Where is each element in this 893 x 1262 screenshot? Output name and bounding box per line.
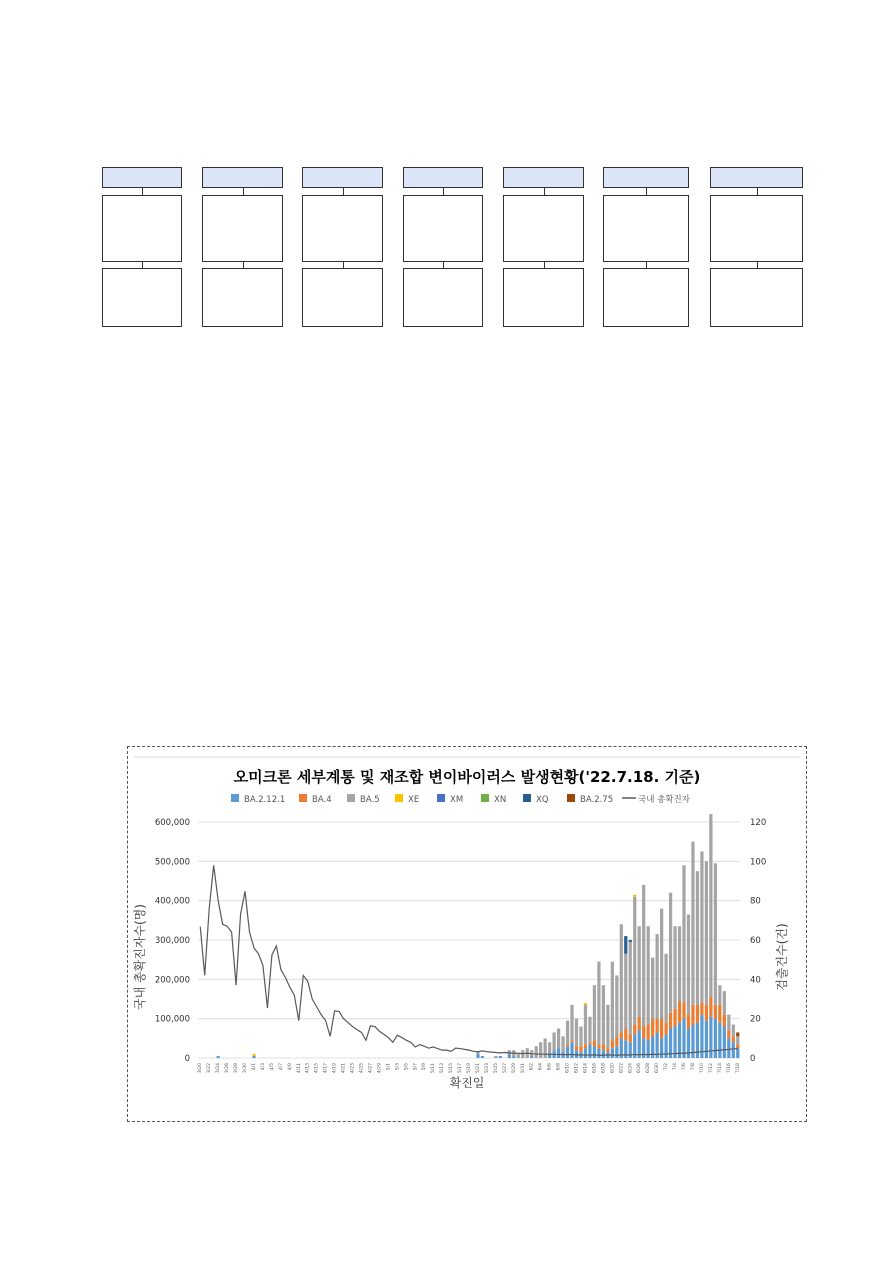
grid-header-cell — [503, 167, 584, 188]
x-tick-label: 4/7 — [278, 1063, 284, 1071]
bar-segment — [727, 1038, 730, 1058]
bar-segment — [660, 909, 663, 1019]
bar-segment — [570, 1040, 573, 1042]
bar-segment — [651, 958, 654, 1019]
bar-segment — [633, 1025, 636, 1035]
bar-segment — [593, 1040, 596, 1046]
legend-swatch — [523, 794, 531, 802]
bar-segment — [687, 914, 690, 1014]
x-tick-label: 6/28 — [646, 1063, 652, 1074]
bar-segment — [696, 1005, 699, 1023]
bar-segment — [602, 985, 605, 1044]
x-tick-label: 5/25 — [493, 1063, 499, 1074]
bar-segment — [723, 991, 726, 1015]
y-tick-right: 100 — [750, 857, 767, 868]
x-tick-label: 4/9 — [287, 1063, 293, 1071]
y-tick-left: 0 — [184, 1054, 190, 1064]
bar-segment — [566, 1046, 569, 1058]
grid-cell — [503, 268, 584, 327]
x-tick-label: 5/7 — [413, 1063, 419, 1071]
grid-connector — [343, 262, 344, 268]
x-tick-label: 7/2 — [664, 1063, 670, 1071]
grid-cell — [202, 195, 283, 262]
x-tick-label: 3/28 — [234, 1063, 240, 1074]
x-tick-label: 4/5 — [269, 1063, 275, 1071]
y-axis-left — [155, 818, 190, 1064]
bar-segment — [481, 1056, 484, 1058]
bar-segment — [660, 1019, 663, 1039]
bar-segment — [570, 1042, 573, 1058]
x-tick-label: 3/22 — [207, 1063, 213, 1074]
grid-header-cell — [710, 167, 803, 188]
bar-segment — [606, 1048, 609, 1052]
y-tick-left: 300,000 — [154, 936, 190, 946]
x-tick-label: 4/3 — [260, 1063, 266, 1071]
bar-segment — [656, 934, 659, 1019]
legend-item: XN — [494, 795, 507, 805]
x-tick-label: 6/30 — [655, 1063, 661, 1074]
grid-cell — [710, 268, 803, 327]
x-tick-label: 5/11 — [431, 1063, 437, 1074]
bar-segment — [629, 1034, 632, 1042]
legend-swatch — [395, 794, 403, 802]
y-axis-right — [750, 818, 766, 1064]
bar-segment — [624, 936, 627, 954]
x-tick-label: 3/30 — [243, 1063, 249, 1074]
bar-segment — [682, 865, 685, 1003]
grid-connector — [142, 188, 143, 195]
bar-segment — [561, 1036, 564, 1052]
chart-title: 오미크론 세부계통 및 재조합 변이바이러스 발생현황('22.7.18. 기준) — [233, 768, 701, 786]
x-tick-label: 5/27 — [502, 1063, 508, 1074]
x-tick-label: 3/24 — [216, 1063, 222, 1074]
bar-segment — [732, 1042, 735, 1058]
x-tick-label: 6/4 — [538, 1063, 544, 1071]
chart-bars — [217, 814, 740, 1058]
bar-segment — [575, 1019, 578, 1047]
bar-segment — [620, 924, 623, 1032]
bar-segment — [611, 1048, 614, 1058]
bar-segment — [602, 1044, 605, 1050]
bar-segment — [552, 1032, 555, 1050]
bar-segment — [597, 962, 600, 1045]
y-tick-left: 100,000 — [154, 1014, 190, 1025]
bar-segment — [499, 1056, 502, 1058]
x-tick-label: 5/23 — [484, 1063, 490, 1074]
bar-segment — [723, 1027, 726, 1058]
bar-segment — [584, 1005, 587, 1044]
bar-segment — [727, 1030, 730, 1038]
grid-cell — [302, 268, 383, 327]
bar-segment — [584, 1003, 587, 1005]
x-tick-label: 5/3 — [395, 1063, 401, 1071]
x-tick-label: 4/25 — [359, 1063, 365, 1074]
bar-segment — [557, 1048, 560, 1058]
grid-connector — [544, 188, 545, 195]
bar-segment — [727, 1015, 730, 1031]
bar-segment — [624, 954, 627, 1029]
x-tick-label: 4/17 — [323, 1063, 329, 1074]
x-tick-label: 6/2 — [529, 1063, 535, 1071]
bar-segment — [633, 897, 636, 1025]
grid-connector — [142, 262, 143, 268]
x-tick-label: 7/8 — [690, 1063, 696, 1071]
bar-segment — [642, 885, 645, 1027]
bar-segment — [584, 1048, 587, 1058]
bar-segment — [638, 1030, 641, 1058]
bar-segment — [736, 1032, 739, 1036]
grid-cell — [603, 195, 689, 262]
bar-segment — [718, 1005, 721, 1023]
grid-cell — [503, 195, 584, 262]
bar-segment — [638, 926, 641, 1016]
y-tick-left: 600,000 — [154, 818, 190, 828]
bar-segment — [664, 954, 667, 1023]
x-tick-label: 6/10 — [565, 1063, 571, 1074]
x-tick-label: 4/29 — [377, 1063, 383, 1074]
bar-segment — [629, 942, 632, 1034]
bar-segment — [736, 1048, 739, 1058]
bar-segment — [647, 1025, 650, 1041]
bar-segment — [669, 893, 672, 1013]
bar-segment — [736, 1036, 739, 1044]
legend-swatch — [299, 794, 307, 802]
bar-segment — [682, 1019, 685, 1058]
bar-segment — [633, 895, 636, 897]
x-tick-label: 7/12 — [708, 1063, 714, 1074]
x-tick-label: 5/9 — [422, 1063, 428, 1071]
grid-connector — [757, 188, 758, 195]
grid-header-cell — [403, 167, 483, 188]
legend-item: XQ — [536, 795, 549, 805]
legend-swatch — [437, 794, 445, 802]
y-axis-label-right: 검출건수(건) — [775, 923, 789, 991]
x-tick-label: 4/19 — [332, 1063, 338, 1074]
bar-segment — [638, 1017, 641, 1031]
bar-segment — [647, 1040, 650, 1058]
y-tick-right: 0 — [750, 1054, 756, 1064]
x-tick-label: 3/26 — [225, 1063, 231, 1074]
x-tick-label: 7/6 — [682, 1063, 688, 1071]
grid-connector — [343, 188, 344, 195]
x-tick-label: 4/13 — [305, 1063, 311, 1074]
x-tick-label: 6/12 — [574, 1063, 580, 1074]
bar-segment — [566, 1021, 569, 1045]
x-tick-label: 5/19 — [467, 1063, 472, 1074]
bar-segment — [714, 1019, 717, 1058]
bar-segment — [705, 1005, 708, 1021]
x-tick-label: 5/31 — [520, 1063, 526, 1074]
legend-swatch — [567, 794, 575, 802]
bar-segment — [252, 1056, 255, 1058]
bar-segment — [544, 1038, 547, 1058]
bar-segment — [678, 926, 681, 1001]
x-tick-label: 4/21 — [341, 1063, 347, 1074]
grid-connector — [646, 262, 647, 268]
bar-segment — [579, 1046, 582, 1052]
bar-segment — [494, 1056, 497, 1058]
x-tick-label: 5/15 — [449, 1063, 455, 1074]
bar-segment — [217, 1056, 220, 1058]
grid-connector — [443, 188, 444, 195]
bar-segment — [664, 1023, 667, 1035]
bar-segment — [651, 1019, 654, 1037]
grid-cell — [302, 195, 383, 262]
bar-segment — [606, 1005, 609, 1048]
bar-segment — [602, 1050, 605, 1058]
bar-segment — [593, 985, 596, 1040]
grid-connector — [243, 262, 244, 268]
bar-segment — [566, 1044, 569, 1046]
x-axis-label: 확진일 — [449, 1076, 485, 1090]
x-tick-label: 7/14 — [717, 1063, 723, 1074]
bar-segment — [736, 1044, 739, 1048]
legend-swatch — [347, 794, 355, 802]
x-tick-label: 7/18 — [735, 1063, 741, 1074]
bar-segment — [718, 1023, 721, 1058]
bar-segment — [508, 1054, 511, 1058]
legend-swatch — [231, 794, 239, 802]
y-tick-right: 80 — [750, 896, 761, 907]
x-tick-label: 6/18 — [601, 1063, 607, 1074]
x-tick-label: 6/26 — [637, 1063, 643, 1074]
bar-segment — [624, 1029, 627, 1041]
bar-segment — [700, 1003, 703, 1015]
bar-segment — [588, 1044, 591, 1058]
grid-header-cell — [302, 167, 383, 188]
legend-item: BA.2.12.1 — [244, 795, 286, 805]
bar-segment — [718, 985, 721, 1005]
bar-segment — [611, 1040, 614, 1048]
x-tick-label: 6/20 — [610, 1063, 616, 1074]
grid-cell — [603, 268, 689, 327]
bar-segment — [611, 962, 614, 1041]
x-axis-labels — [197, 1063, 741, 1073]
legend-item: XM — [450, 795, 464, 805]
chart-svg — [128, 747, 806, 1121]
bar-segment — [517, 1054, 520, 1058]
bar-segment — [673, 1009, 676, 1027]
grid-cell — [710, 195, 803, 262]
grid-connector — [243, 188, 244, 195]
grid-cell — [202, 268, 283, 327]
bar-segment — [588, 1017, 591, 1043]
chart-frame — [127, 746, 807, 1122]
bar-segment — [557, 1029, 560, 1049]
x-tick-label: 4/1 — [251, 1063, 257, 1071]
x-tick-label: 4/27 — [368, 1063, 374, 1074]
bar-segment — [714, 863, 717, 1005]
bar-segment — [678, 1001, 681, 1023]
grid-cell — [403, 268, 483, 327]
bar-segment — [597, 1044, 600, 1048]
bar-segment — [709, 814, 712, 997]
grid-header-cell — [102, 167, 182, 188]
bar-segment — [539, 1042, 542, 1058]
x-tick-label: 5/17 — [458, 1063, 464, 1074]
bar-segment — [570, 1005, 573, 1040]
bar-segment — [709, 1017, 712, 1058]
legend-item: BA.5 — [360, 795, 380, 805]
bar-segment — [732, 1036, 735, 1042]
y-tick-left: 400,000 — [154, 896, 190, 907]
grid-cell — [403, 195, 483, 262]
bar-segment — [691, 1005, 694, 1025]
bar-segment — [709, 997, 712, 1017]
x-tick-label: 6/8 — [556, 1063, 562, 1071]
x-tick-label: 7/4 — [673, 1063, 679, 1071]
bar-segment — [588, 1042, 591, 1044]
bar-segment — [660, 1038, 663, 1058]
bar-segment — [575, 1050, 578, 1058]
grid-connector — [646, 188, 647, 195]
bar-segment — [673, 926, 676, 1009]
box-grid — [0, 0, 893, 340]
x-tick-label: 5/5 — [404, 1063, 410, 1071]
bar-segment — [530, 1056, 533, 1058]
bar-segment — [620, 1032, 623, 1038]
bar-segment — [476, 1054, 479, 1058]
bar-segment — [615, 975, 618, 1036]
bar-segment — [705, 861, 708, 1005]
x-tick-label: 5/13 — [440, 1063, 446, 1074]
bar-segment — [579, 1027, 582, 1047]
x-tick-label: 6/14 — [583, 1063, 589, 1074]
y-tick-left: 500,000 — [154, 857, 190, 868]
bar-segment — [548, 1042, 551, 1054]
bar-segment — [535, 1046, 538, 1058]
legend-swatch — [481, 794, 489, 802]
bar-segment — [687, 1015, 690, 1029]
legend-item: 국내 총확진자 — [638, 795, 690, 805]
bar-segment — [615, 1046, 618, 1058]
y-tick-right: 120 — [750, 818, 767, 828]
bar-segment — [476, 1052, 479, 1054]
x-tick-label: 4/15 — [314, 1063, 320, 1074]
bar-segment — [723, 1015, 726, 1027]
bar-segment — [705, 1021, 708, 1058]
bar-segment — [696, 871, 699, 1005]
x-tick-label: 5/21 — [475, 1063, 481, 1074]
x-tick-label: 4/11 — [296, 1063, 302, 1074]
bar-segment — [700, 852, 703, 1003]
x-tick-label: 6/22 — [619, 1063, 625, 1074]
bar-segment — [629, 940, 632, 942]
legend-item: XE — [408, 795, 420, 805]
x-tick-label: 6/16 — [592, 1063, 598, 1074]
x-tick-label: 3/20 — [198, 1063, 204, 1074]
bar-segment — [584, 1044, 587, 1048]
x-tick-label: 6/24 — [628, 1063, 634, 1074]
bar-segment — [593, 1046, 596, 1058]
x-tick-label: 7/10 — [699, 1063, 705, 1074]
grid-connector — [544, 262, 545, 268]
bar-segment — [682, 1003, 685, 1019]
bar-segment — [714, 1005, 717, 1019]
bar-segment — [691, 842, 694, 1005]
x-tick-label: 5/1 — [386, 1063, 392, 1071]
bar-segment — [647, 926, 650, 1024]
y-axis-label-left: 국내 총확진자수(명) — [133, 904, 147, 1010]
bar-segment — [615, 1036, 618, 1046]
chart-legend — [231, 794, 691, 805]
y-tick-left: 200,000 — [154, 975, 190, 986]
bar-segment — [669, 1013, 672, 1029]
grid-header-cell — [202, 167, 283, 188]
grid-connector — [443, 262, 444, 268]
bar-segment — [252, 1054, 255, 1056]
bar-segment — [512, 1056, 515, 1058]
grid-cell — [102, 195, 182, 262]
grid-header-cell — [603, 167, 689, 188]
bar-segment — [597, 1048, 600, 1058]
bar-segment — [732, 1025, 735, 1037]
y-tick-right: 60 — [750, 936, 761, 946]
x-tick-label: 7/16 — [726, 1063, 732, 1074]
y-tick-right: 20 — [750, 1014, 761, 1025]
bar-segment — [642, 1027, 645, 1039]
legend-item: BA.2.75 — [580, 795, 614, 805]
bar-segment — [656, 1019, 659, 1033]
bar-segment — [575, 1046, 578, 1050]
x-tick-label: 6/6 — [547, 1063, 553, 1071]
x-tick-label: 4/23 — [350, 1063, 356, 1074]
grid-connector — [757, 262, 758, 268]
x-tick-label: 5/29 — [511, 1063, 517, 1074]
grid-cell — [102, 268, 182, 327]
legend-item: BA.4 — [312, 795, 332, 805]
y-tick-right: 40 — [750, 975, 761, 986]
